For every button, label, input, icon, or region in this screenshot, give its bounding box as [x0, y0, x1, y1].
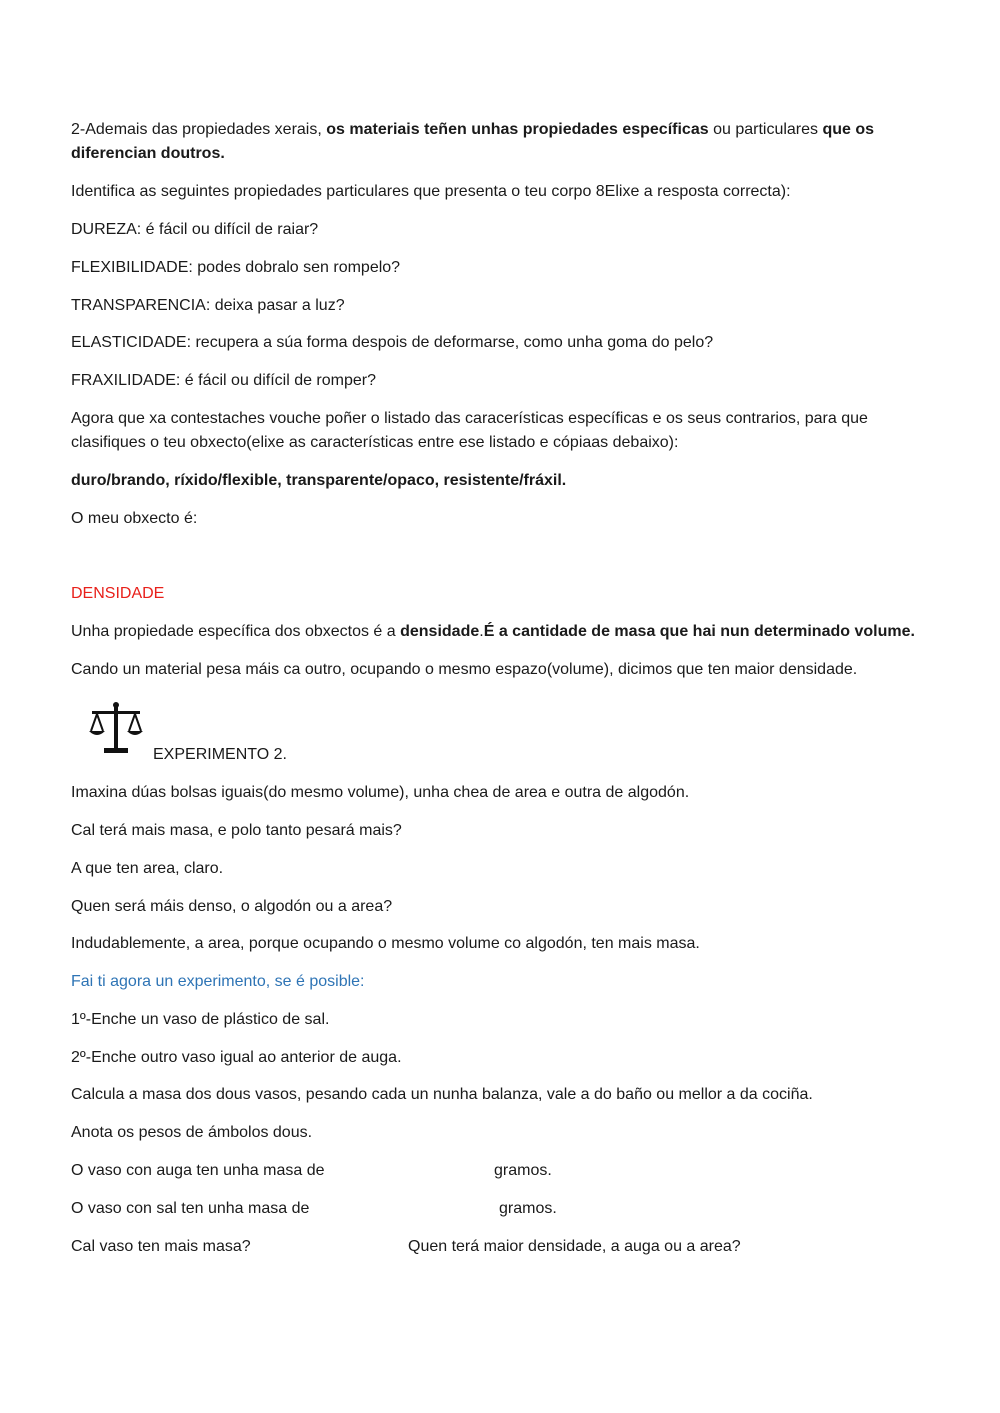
density-heading: DENSIDADE	[71, 585, 165, 602]
experiment-line-2: Cal terá mais masa, e polo tanto pesará mais?	[71, 822, 402, 839]
balance-scale-icon	[88, 700, 144, 756]
agora-line-2: clasifiques o teu obxecto(elixe as características entre ese listado e cópiaas debaixo):	[71, 434, 679, 451]
salt-mass-label: O vaso con sal ten unha masa de	[71, 1200, 310, 1217]
question-dureza: DUREZA: é fácil ou difícil de raiar?	[71, 221, 319, 238]
question-more-dense: Quen terá maior densidade, a auga ou a area?	[408, 1238, 741, 1255]
experiment-line-4: Quen será máis denso, o algodón ou a area?	[71, 898, 393, 915]
water-mass-unit: gramos.	[494, 1162, 552, 1179]
question-elasticidade: ELASTICIDADE: recupera a súa forma despois de deformarse, como unha goma do pelo?	[71, 334, 714, 351]
question-fraxilidade: FRAXILIDADE: é fácil ou difícil de romper?	[71, 372, 377, 389]
experiment-title: EXPERIMENTO 2.	[153, 746, 287, 763]
try-experiment-heading: Fai ti agora un experimento, se é posible:	[71, 973, 365, 990]
intro-line-2: diferencian doutros.	[71, 145, 225, 162]
experiment-line-5: Indudablemente, a area, porque ocupando o mesmo volume co algodón, ten mais masa.	[71, 935, 700, 952]
question-more-mass: Cal vaso ten mais masa?	[71, 1238, 251, 1255]
identify-instruction: Identifica as seguintes propiedades particulares que presenta o teu corpo 8Elixe a resposta correcta):	[71, 183, 791, 200]
density-comparison: Cando un material pesa máis ca outro, ocupando o mesmo espazo(volume), dicimos que ten maior densidade.	[71, 661, 858, 678]
question-transparencia: TRANSPARENCIA: deixa pasar a luz?	[71, 297, 345, 314]
experiment-line-1: Imaxina dúas bolsas iguais(do mesmo volume), unha chea de area e outra de algodón.	[71, 784, 690, 801]
step-2: 2º-Enche outro vaso igual ao anterior de auga.	[71, 1049, 402, 1066]
salt-mass-unit: gramos.	[499, 1200, 557, 1217]
question-flexibilidade: FLEXIBILIDADE: podes dobralo sen rompelo?	[71, 259, 401, 276]
property-pairs: duro/brando, ríxido/flexible, transparente/opaco, resistente/fráxil.	[71, 472, 567, 489]
density-definition: Unha propiedade específica dos obxectos é a densidade.É a cantidade de masa que hai nun determinado volume.	[71, 623, 915, 640]
experiment-line-3: A que ten area, claro.	[71, 860, 224, 877]
step-3: Calcula a masa dos dous vasos, pesando cada un nunha balanza, vale a do baño ou mellor a da cociña.	[71, 1086, 813, 1103]
water-mass-label: O vaso con auga ten unha masa de	[71, 1162, 325, 1179]
intro-line-1: 2-Ademais das propiedades xerais, os materiais teñen unhas propiedades específicas ou particulares que os	[71, 121, 875, 138]
my-object-label: O meu obxecto é:	[71, 510, 198, 527]
agora-line-1: Agora que xa contestaches vouche poñer o listado das caracerísticas específicas e os seus contrarios, para que	[71, 410, 868, 427]
step-4: Anota os pesos de ámbolos dous.	[71, 1124, 313, 1141]
step-1: 1º-Enche un vaso de plástico de sal.	[71, 1011, 330, 1028]
